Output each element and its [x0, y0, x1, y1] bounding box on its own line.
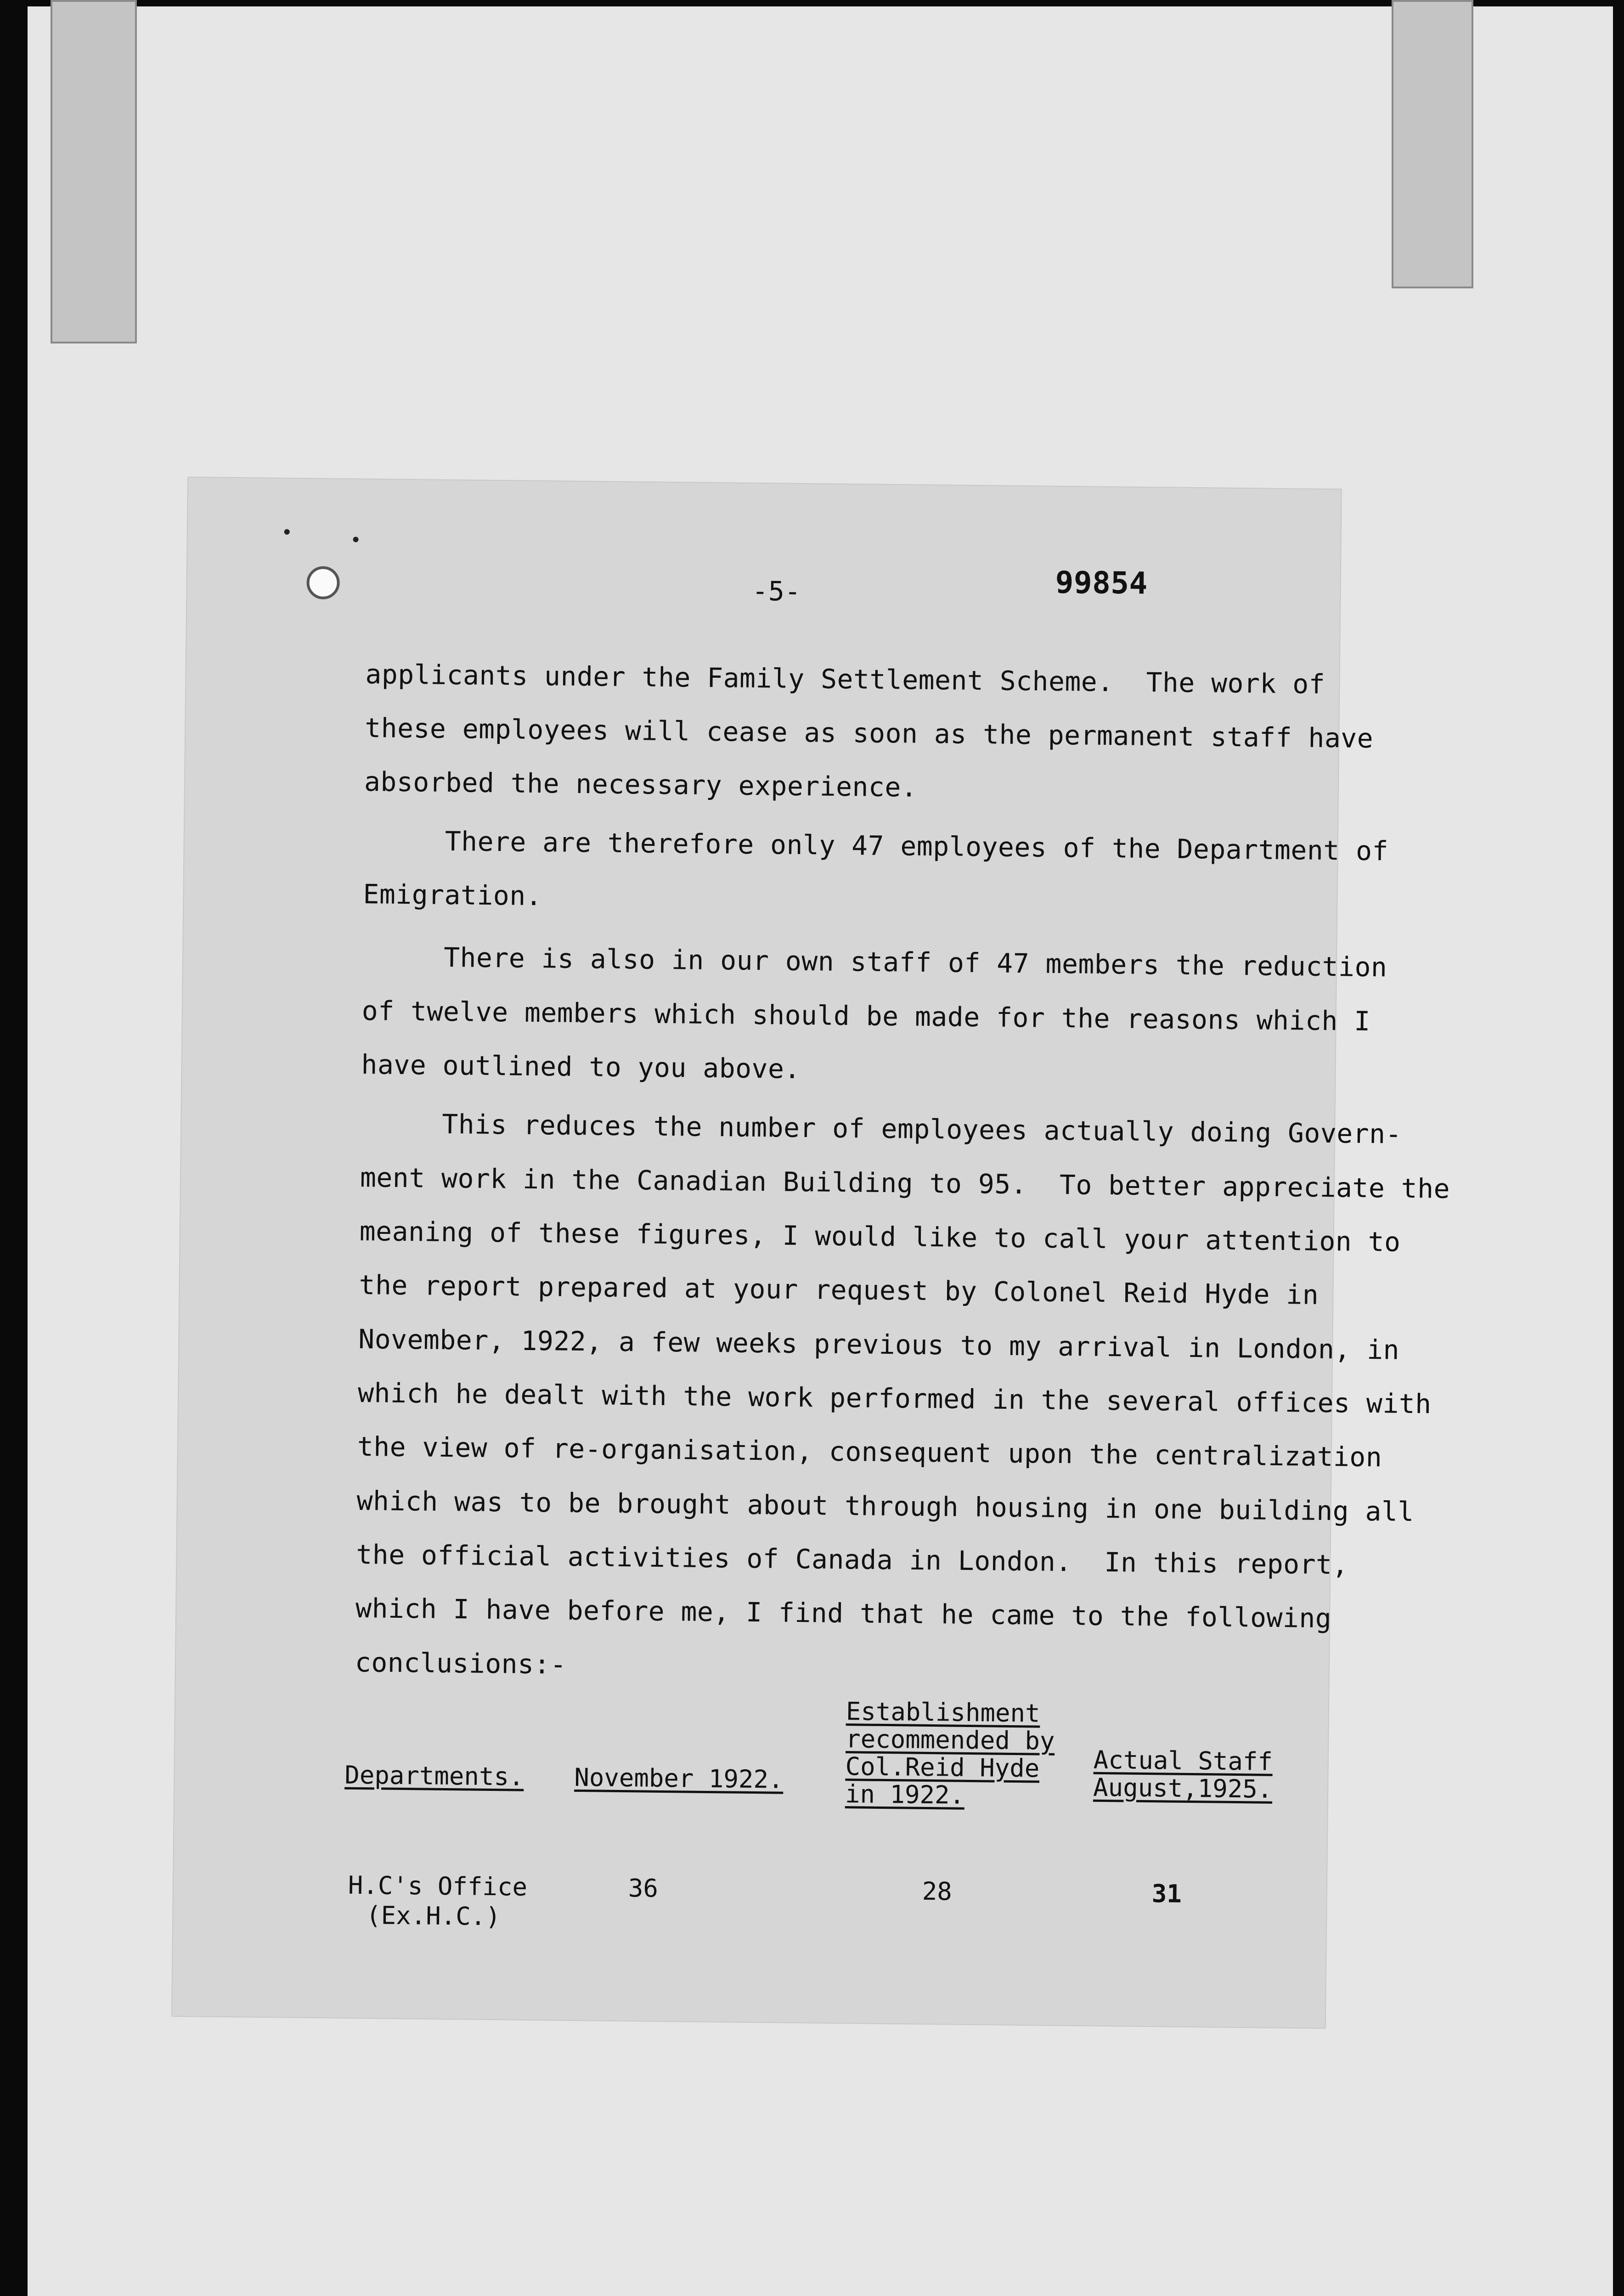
film-edge-right: [1613, 0, 1624, 2296]
text-line: applicants under the Family Settlement Scheme. The work of: [365, 658, 1325, 700]
text-line: This reduces the number of employees actually doing Govern-: [360, 1108, 1402, 1150]
letter-page: [172, 478, 1450, 2028]
text-line: which I have before me, I find that he came to the following: [355, 1592, 1332, 1634]
text-line: absorbed the necessary experience.: [364, 766, 918, 803]
text-line: November, 1922, a few weeks previous to my arrival in London, in: [358, 1323, 1400, 1366]
header-establishment: in 1922.: [845, 1779, 965, 1810]
header-november: November 1922.: [574, 1762, 784, 1794]
text-line: which was to be brought about through housing in one building all: [356, 1485, 1415, 1528]
text-line: the report prepared at your request by Colonel Reid Hyde in: [359, 1269, 1319, 1311]
text-line: There are therefore only 47 employees of the Department of: [363, 825, 1389, 867]
text-line: of twelve members which should be made for the reasons which I: [361, 995, 1371, 1037]
header-establishment: Col.Reid Hyde: [845, 1752, 1040, 1783]
cell-department: H.C's Office: [348, 1870, 528, 1902]
header-establishment: recommended by: [845, 1724, 1055, 1756]
text-line: the official activities of Canada in London. In this report,: [356, 1538, 1349, 1581]
header-establishment: Establishment: [846, 1697, 1040, 1728]
header-actual-staff: Actual Staff: [1093, 1745, 1273, 1776]
text-line: There is also in our own staff of 47 members the reduction: [362, 941, 1387, 983]
film-edge-left: [0, 0, 28, 2296]
header-departments: Departments.: [344, 1760, 524, 1791]
text-line: conclusions:-: [355, 1646, 567, 1680]
cell-department-note: (Ex.H.C.): [366, 1901, 501, 1931]
film-edge-top: [0, 0, 1624, 6]
text-line: have outlined to you above.: [361, 1049, 801, 1085]
speck: [284, 529, 290, 535]
text-line: the view of re-organisation, consequent upon the centralization: [357, 1430, 1382, 1473]
page-number: -5-: [752, 575, 801, 607]
text-line: these employees will cease as soon as the permanent staff have: [364, 712, 1374, 754]
text-line: which he dealt with the work performed in the several offices with: [357, 1377, 1432, 1420]
tape-strip: [51, 0, 137, 343]
speck: [353, 537, 359, 542]
cell-recommended: 28: [922, 1876, 953, 1906]
tape-strip: [1392, 0, 1473, 288]
document-id: 99854: [1055, 564, 1148, 601]
header-actual-staff: August,1925.: [1093, 1773, 1273, 1804]
text-line: Emigration.: [363, 878, 542, 912]
text-line: ment work in the Canadian Building to 95. To better appreciate the: [360, 1162, 1450, 1204]
cell-actual-1925: 31: [1151, 1879, 1182, 1908]
text-line: meaning of these figures, I would like to call your attention to: [359, 1215, 1401, 1258]
cell-november-1922: 36: [628, 1874, 659, 1903]
punch-hole: [306, 566, 340, 600]
